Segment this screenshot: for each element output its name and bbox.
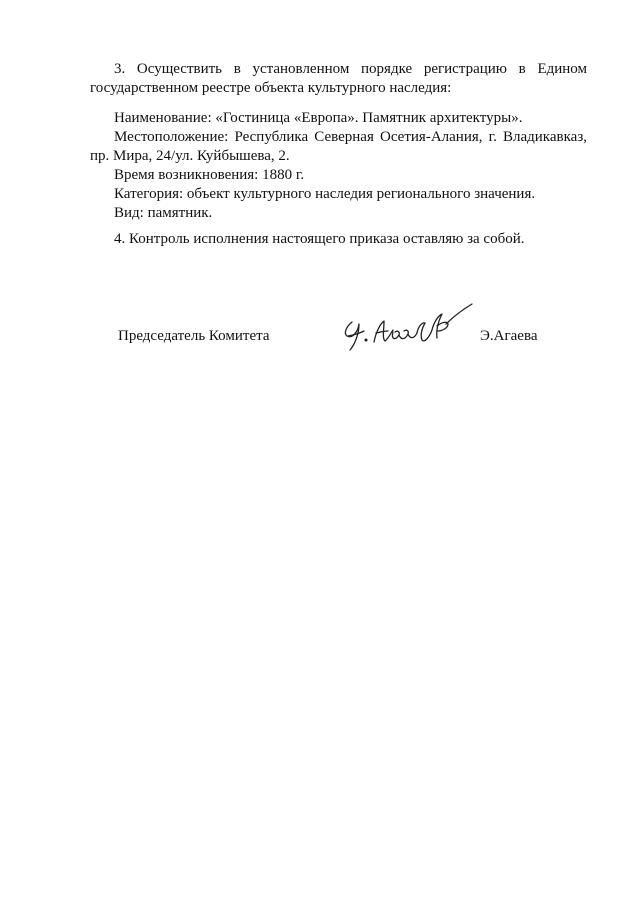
object-location-line-1: Местоположение: Республика Северная Осетия-Алания, г. Владикавказ, — [114, 129, 587, 145]
object-category: Категория: объект культурного наследия регионального значения. — [114, 186, 536, 202]
object-time: Время возникновения: 1880 г. — [114, 167, 305, 183]
paragraph-4 — [90, 230, 587, 249]
object-name: Наименование: «Гостиница «Европа». Памятник архитектуры». — [114, 110, 523, 126]
signatory-title: Председатель Комитета — [118, 328, 270, 344]
paragraph-4-text: 4. Контроль исполнения настоящего приказа оставляю за собой. — [114, 231, 525, 247]
object-location-line-2: пр. Мира, 24/ул. Куйбышева, 2. — [90, 148, 290, 164]
paragraph-3-line-2: государственном реестре объекта культурного наследия: — [90, 80, 452, 96]
signatory-name: Э.Агаева — [480, 328, 538, 344]
paragraph-3-line-1: 3. Осуществить в установленном порядке регистрацию в Едином — [114, 61, 587, 77]
signature-block — [0, 300, 640, 360]
handwritten-signature — [338, 300, 498, 356]
object-type: Вид: памятник. — [114, 205, 213, 221]
object-details — [90, 109, 587, 223]
paragraph-3 — [90, 60, 587, 98]
